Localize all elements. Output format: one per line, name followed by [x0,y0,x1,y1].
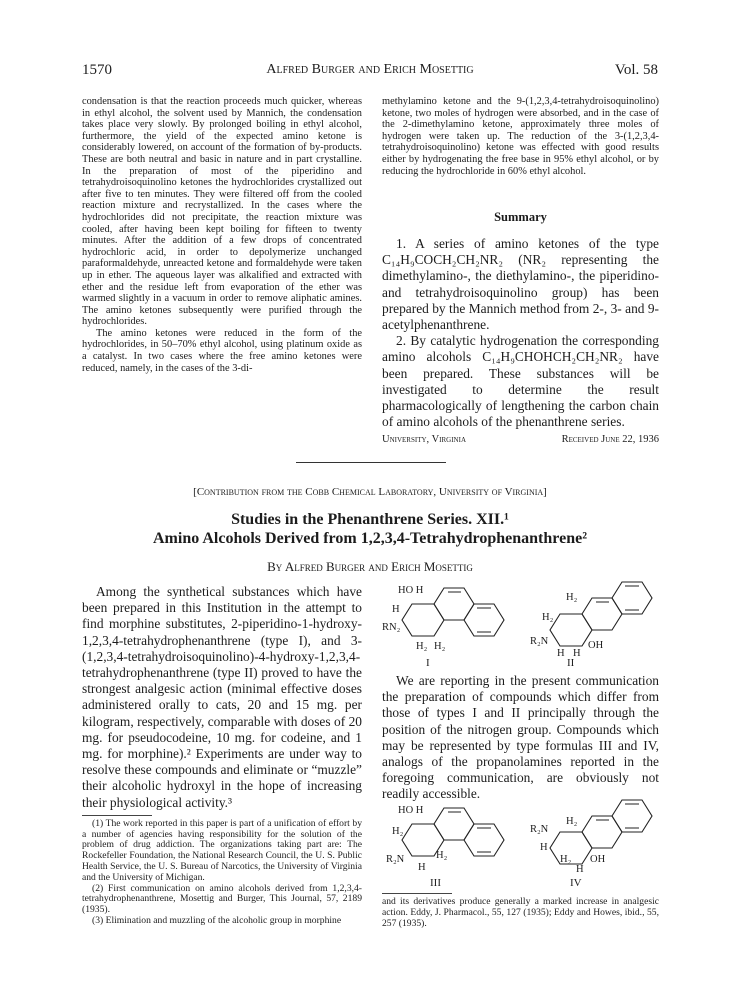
structure-III [382,806,532,892]
body-paragraph: The amino ketones were reduced in the form of the hydrochlorides, in 50–70% ethyl alcohol, using platinum oxide as a catalyst. In two cases where the free amino ketones were reduced, namely, in the cases of the 3-di- [82,327,362,374]
body-paragraph: condensation is that the reaction proceeds much quicker, whereas in ethyl alcohol, the solvent used by Mannich, the condensation takes place very slowly. By prolonged boiling in ethyl alcohol, furthermore, the yield of the expected amino ketone is considerably lowered, on account of the formation of by-products. These are both neutral and basic in nature and in part crystalline. In the preparation of most of the piperidino and tetrahydroisoquinolino ketones the hydrochlorides crystallized out after five to ten minutes. They were filtered off from the cooled reaction mixture and recrystallized. In the cases where the hydrochlorides did not precipitate, the reaction mixture was cooled, after having been kept boiling for fifteen to twenty minutes. After the addition of a few drops of concentrated hydrochloric acid, in order to depolymerize unchanged paraformaldehyde, unreacted ketone and formaldehyde were taken up in ether. The aqueous layer was alkalified and extracted with ether and the residue left from evaporation of the ether was warmed slightly in a vacuum in order to remove aliphatic amines. The amino ketones subsequently were purified through the hydrochlorides. [82,96,362,328]
volume-number: Vol. 58 [614,62,658,78]
section-divider [296,462,446,463]
structure-label: OH [588,640,604,651]
structure-label: H [573,648,581,659]
right-column-bottom [382,673,659,803]
structure-I [382,586,532,672]
running-header [82,62,658,82]
structure-label: OH [590,854,606,865]
structure-label: H [418,862,426,873]
structure-label: H₂ [436,850,448,861]
summary-item: 1. A series of amino ketones of the type C₁₄H₉COCH₂CH₂NR₂ (NR₂ representing the dimethylamino-, the diethylamino-, the piperidino- and tetrahydroisoquinolino group) has been prepared by the Mannich method from 2-, 3- and 9-acetylphenanthrene. [382,236,659,333]
structure-II [530,586,665,672]
structure-label: H [576,864,584,875]
footnote: (1) The work reported in this paper is part of a unification of effort by a number of agencies having responsibility for the solution of the problem of drug addiction. The organizations taking part are: The Rockefeller Foundation, the National Research Council, the U. S. Public Health Service, the U. S. Bureau of Narcotics, the University of Virginia and the University of Michigan. [82,817,362,883]
structure-I-diagram [382,586,532,668]
footnotes [82,819,362,927]
structure-label: H [540,842,548,853]
received-date: Received June 22, 1936 [561,434,659,446]
left-column-bottom [82,584,362,927]
structure-label: H [392,604,400,615]
footnote-continued: and its derivatives produce generally a marked increase in analgesic action. Eddy, J. Pharmacol., 55, 127 (1935); Eddy and Howes, ibid., 55, 257 (1935). [382,896,659,929]
page-number: 1570 [82,62,112,78]
structure-label: H₂ [566,816,578,827]
footnote: (2) First communication on amino alcohols derived from 1,2,3,4-tetrahydrophenanthrene, Mosettig and Burger, This Journal, 57, 2189 (1935). [82,882,362,916]
running-authors: Alfred Burger and Erich Mosettig [266,62,474,77]
footnote-rule [382,893,452,894]
body-paragraph: methylamino ketone and the 9-(1,2,3,4-tetrahydroisoquinolino) ketone, two moles of hydrogen were absorbed, and in the case of the 2-dimethylamino ketone, approximately three moles of hydrogen were taken up. The reduction of the 3-(1,2,3,4-tetrahydroisoquinolino) ketone was effected with good results either by hydrogenating the free base in 95% ethyl alcohol, or by reducing the hydrochloride in 60% ethyl alcohol. [382,96,659,177]
structure-label: H₂ [560,854,572,865]
footnote-continued-block [382,893,659,929]
structure-label: R₂N [530,636,549,647]
structure-label: H₂ [416,641,428,652]
footnote-rule [82,815,152,816]
body-paragraph: We are reporting in the present communication the preparation of compounds which differ from those of types I and II principally through the position of the nitrogen group. Compounds which may be represented by type formulas III and IV, analogs of the propanolamines reported in the foregoing communication, are obviously not readily accessible. [382,673,659,802]
structure-label: R₂N [386,854,405,865]
body-paragraph: Among the synthetical substances which have been prepared in this Institution in the attempt to find morphine substitutes, 2-piperidino-1-hydroxy-1,2,3,4-tetrahydrophenanthrene (type I), and 3-(1,2,3,4-tetrahydroisoquinolino)-4-hydroxy-1,2,3,4-tetrahydrophenanthrene (type II) proved to have the strongest analgesic action (minimal effective doses administered orally to cats, 20 and 15 mg. per kilogram, respectively, comparable with doses of 20 mg. for pseudocodeine, 10 mg. for codeine, and 1 mg. for morphine).² Experiments are under way to resolve these compounds and eliminate or “muzzle” their alcoholic hydroxyl in the hope of increasing their physiological activity.³ [82,584,362,810]
summary-items [382,236,659,449]
structure-III-diagram [382,806,532,888]
structure-label: H₂ [542,612,554,623]
summary-section [382,210,659,225]
structure-label: RN₂ [382,622,401,633]
summary-item: 2. By catalytic hydrogenation the corresponding amino alcohols C₁₄H₉CHOHCH₂CH₂NR₂ have been prepared. These substances will be investigated to determine the result pharmacologically of lengthening the carbon chain of amino alcohols of the phenanthrene series. [382,333,659,430]
structure-number: I [426,657,430,669]
structure-IV-diagram [530,810,665,890]
structure-number: III [430,877,441,889]
structure-label: R₂N [530,824,549,835]
structure-label: H₂ [566,592,578,603]
affiliation: University, Virginia [382,434,466,446]
structure-IV [530,810,665,894]
structure-number: IV [570,877,582,889]
structure-II-diagram [530,586,665,668]
footnote: (3) Elimination and muzzling of the alcoholic group in morphine [92,915,342,927]
right-column-top [382,96,659,177]
structure-label: HO H [398,585,424,596]
left-column-top [82,96,362,374]
structure-label: H [557,648,565,659]
contribution-line: [Contribution from the Cobb Chemical Laboratory, University of Virginia] [193,486,547,498]
received-line [382,432,659,448]
structure-label: H₂ [392,826,404,837]
structure-label: H₂ [434,641,446,652]
structure-number: II [567,657,575,669]
structure-label: HO H [398,805,424,816]
article-title: Studies in the Phenanthrene Series. XII.¹ [231,511,509,528]
byline: By Alfred Burger and Erich Mosettig [267,559,473,574]
summary-heading: Summary [494,210,547,224]
article-subtitle: Amino Alcohols Derived from 1,2,3,4-Tetrahydrophenanthrene² [153,530,587,547]
